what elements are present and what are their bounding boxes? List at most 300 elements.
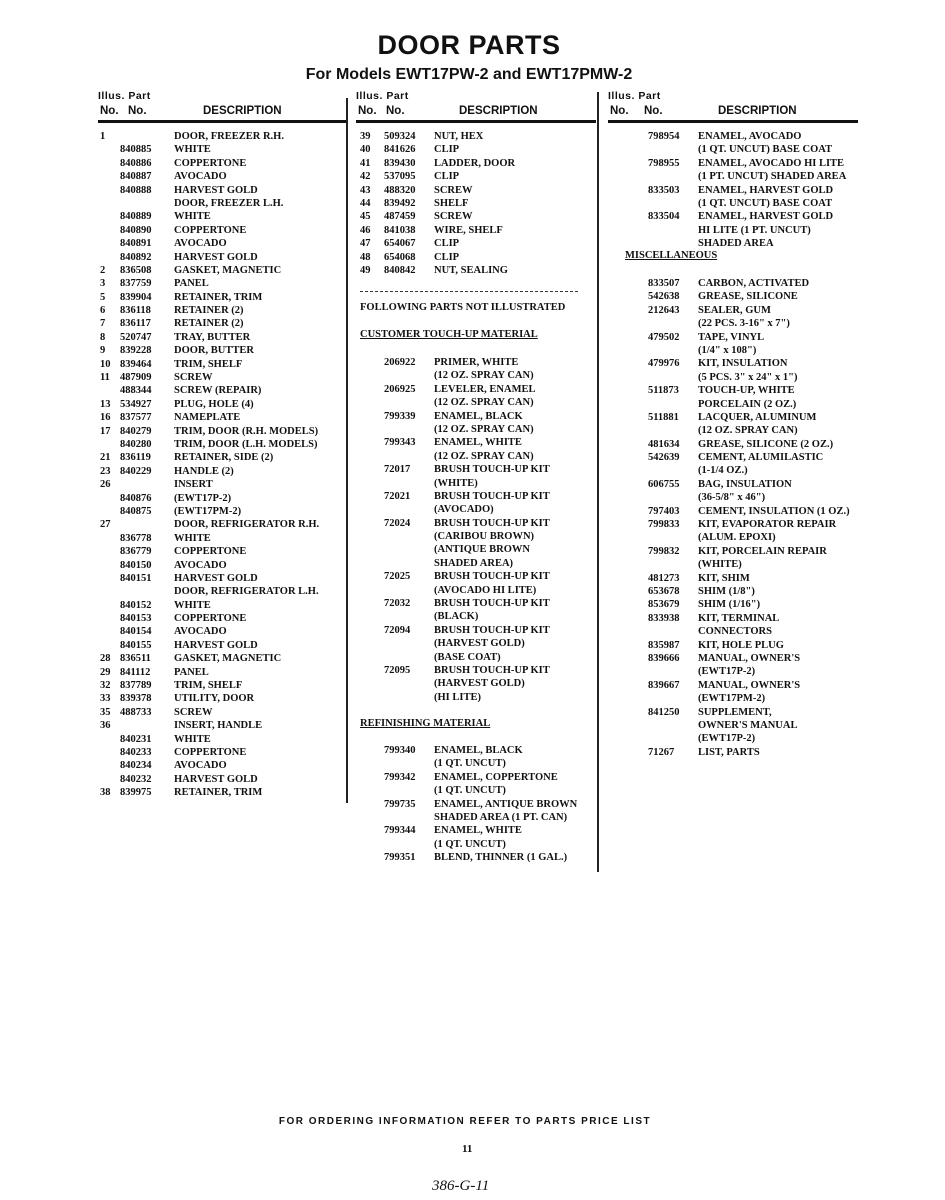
- description: ENAMEL, AVOCADO: [698, 131, 802, 142]
- part-no: 836508: [120, 264, 152, 276]
- part-no: 839975: [120, 787, 152, 799]
- part-no: 836779: [120, 546, 152, 558]
- part-row: [608, 464, 868, 477]
- part-row: [360, 503, 595, 516]
- part-no: 799343: [384, 437, 416, 449]
- part-no: 840876: [120, 492, 152, 504]
- description: TOUCH-UP, WHITE: [698, 385, 795, 397]
- part-row: [100, 639, 345, 652]
- description: RETAINER, TRIM: [174, 787, 263, 799]
- part-row: [608, 585, 868, 598]
- description: TAPE, VINYL: [698, 331, 765, 343]
- illus-no: 17: [100, 425, 111, 437]
- description: ENAMEL, COPPERTONE: [434, 771, 558, 783]
- part-row: [360, 423, 595, 436]
- part-no: 487909: [120, 372, 152, 384]
- part-row: [100, 692, 345, 705]
- illus-no: 36: [100, 720, 111, 732]
- part-no: 837759: [120, 278, 152, 290]
- part-row: [360, 436, 595, 449]
- part-row: [360, 691, 595, 704]
- part-row: [360, 610, 595, 623]
- illus-no: 23: [100, 465, 111, 477]
- description: INSERT: [174, 479, 213, 491]
- description: SHADED AREA): [434, 557, 514, 569]
- part-no: 206922: [384, 357, 416, 368]
- part-row: [100, 224, 345, 237]
- part-row: [100, 612, 345, 625]
- description: PANEL: [174, 278, 209, 290]
- part-row: [608, 224, 868, 237]
- description: (1 PT. UNCUT) SHADED AREA: [698, 171, 847, 183]
- illus-no: 2: [100, 264, 106, 276]
- part-no: 653678: [648, 585, 680, 597]
- description: WHITE: [174, 599, 211, 611]
- description: SHIM (1/8"): [698, 585, 755, 597]
- part-row: [100, 304, 345, 317]
- part-row: [608, 518, 868, 531]
- description: GREASE, SILICONE: [698, 291, 798, 303]
- part-no: 840889: [120, 211, 152, 223]
- part-row: [360, 637, 595, 650]
- description: WIRE, SHELF: [434, 224, 503, 236]
- part-row: [608, 424, 868, 437]
- part-no: 799339: [384, 410, 416, 422]
- part-row: [100, 317, 345, 330]
- description: (12 OZ. SPRAY CAN): [434, 397, 534, 409]
- description: NUT, SEALING: [434, 264, 508, 276]
- part-no: 72017: [384, 464, 411, 476]
- illus-no: 49: [360, 264, 371, 276]
- description: CEMENT, INSULATION (1 OZ.): [698, 505, 850, 517]
- part-no: 839464: [120, 358, 152, 370]
- part-no: 840890: [120, 224, 152, 236]
- description: ENAMEL, ANTIQUE BROWN: [434, 798, 578, 810]
- header-no: No.: [610, 105, 629, 117]
- description: (1/4" x 108"): [698, 344, 757, 356]
- part-row: [608, 130, 868, 143]
- part-no: 840234: [120, 760, 152, 772]
- part-no: 835987: [648, 639, 680, 651]
- description: CEMENT, ALUMILASTIC: [698, 452, 824, 464]
- description: (EWT17PM-2): [174, 505, 242, 517]
- illus-no: 13: [100, 398, 111, 410]
- description: (12 OZ. SPRAY CAN): [698, 425, 798, 437]
- part-no: 840875: [120, 505, 152, 517]
- description: SCREW: [434, 211, 473, 223]
- part-row: [360, 664, 595, 677]
- description: CARBON, ACTIVATED: [698, 278, 810, 289]
- part-row: [360, 624, 595, 637]
- part-row: [360, 170, 595, 183]
- part-row: [360, 584, 595, 597]
- illus-no: 48: [360, 251, 371, 263]
- part-row: [100, 706, 345, 719]
- description: (WHITE): [434, 477, 478, 489]
- description: DOOR, REFRIGERATOR R.H.: [174, 519, 320, 531]
- part-no: 606755: [648, 478, 680, 490]
- part-row: [608, 719, 868, 732]
- part-row: [100, 438, 345, 451]
- part-row: [608, 558, 868, 571]
- description: LADDER, DOOR: [434, 157, 516, 169]
- part-no: 839430: [384, 157, 416, 169]
- part-row: [360, 184, 595, 197]
- description: (EWT17PM-2): [698, 693, 766, 705]
- description: OWNER'S MANUAL: [698, 719, 798, 731]
- part-no: 840886: [120, 157, 152, 169]
- part-no: 840279: [120, 425, 152, 437]
- description: CLIP: [434, 238, 460, 250]
- part-row: [100, 625, 345, 638]
- models-subtitle: For Models EWT17PW-2 and EWT17PMW-2: [305, 66, 633, 83]
- part-no: 488344: [120, 385, 152, 397]
- part-no: 481634: [648, 438, 680, 450]
- part-no: 72025: [384, 571, 411, 583]
- part-row: [608, 384, 868, 397]
- part-no: 72021: [384, 490, 411, 502]
- part-no: 853679: [648, 599, 680, 611]
- part-row: [100, 170, 345, 183]
- part-no: 840154: [120, 626, 152, 638]
- part-no: 840887: [120, 171, 152, 183]
- illus-no: 1: [100, 131, 106, 142]
- parts-list-col3: [608, 130, 868, 251]
- illus-no: 43: [360, 184, 371, 196]
- part-no: 72095: [384, 664, 411, 676]
- illus-no: 32: [100, 680, 111, 692]
- part-row: [608, 184, 868, 197]
- illus-no: 6: [100, 305, 106, 317]
- part-row: [360, 851, 595, 864]
- description: (AVOCADO): [434, 504, 494, 516]
- description: (WHITE): [698, 559, 742, 571]
- misc-list: [608, 277, 868, 759]
- part-row: [360, 210, 595, 223]
- part-no: 840892: [120, 251, 152, 263]
- part-no: 836117: [120, 318, 151, 330]
- part-row: [100, 331, 345, 344]
- part-row: [608, 143, 868, 156]
- illus-no: 5: [100, 291, 106, 303]
- description: COPPERTONE: [174, 613, 247, 625]
- description: COPPERTONE: [174, 157, 247, 169]
- description: BRUSH TOUCH-UP KIT: [434, 664, 550, 676]
- header-illus-part: Illus. Part: [98, 90, 151, 102]
- illus-no: 42: [360, 171, 371, 183]
- part-no: 840233: [120, 746, 152, 758]
- description: BRUSH TOUCH-UP KIT: [434, 624, 550, 636]
- description: SHADED AREA (1 PT. CAN): [434, 811, 568, 823]
- illus-no: 21: [100, 452, 111, 464]
- header-rule: [98, 120, 346, 123]
- part-no: 840152: [120, 599, 152, 611]
- header-description: DESCRIPTION: [718, 105, 797, 117]
- part-row: [608, 170, 868, 183]
- description: LIST, PARTS: [698, 746, 760, 758]
- part-no: 840151: [120, 572, 152, 584]
- description: ENAMEL, WHITE: [434, 437, 522, 449]
- part-row: [100, 786, 345, 799]
- part-no: 799340: [384, 745, 416, 756]
- description: AVOCADO: [174, 760, 227, 772]
- description: GASKET, MAGNETIC: [174, 653, 282, 665]
- description: SCREW: [174, 372, 213, 384]
- part-no: 833938: [648, 612, 680, 624]
- part-row: [100, 197, 345, 210]
- part-row: [100, 210, 345, 223]
- description: HANDLE (2): [174, 465, 234, 477]
- illus-no: 11: [100, 372, 110, 384]
- part-row: [608, 398, 868, 411]
- part-no: 488733: [120, 706, 152, 718]
- description: KIT, INSULATION: [698, 358, 788, 370]
- part-row: [608, 612, 868, 625]
- description: (HARVEST GOLD): [434, 638, 525, 650]
- description: (1-1/4 OZ.): [698, 465, 748, 477]
- part-row: [100, 143, 345, 156]
- part-row: [360, 824, 595, 837]
- description: MANUAL, OWNER'S: [698, 652, 801, 664]
- description: (EWT17P-2): [698, 666, 756, 678]
- description: LACQUER, ALUMINUM: [698, 411, 817, 423]
- part-row: [100, 264, 345, 277]
- description: WHITE: [174, 733, 211, 745]
- description: BRUSH TOUCH-UP KIT: [434, 571, 550, 583]
- handwritten-note: 386-G-11: [432, 1178, 490, 1194]
- part-row: [100, 465, 345, 478]
- description: MANUAL, OWNER'S: [698, 679, 801, 691]
- description: AVOCADO: [174, 238, 227, 250]
- description: ENAMEL, BLACK: [434, 745, 523, 756]
- part-row: [100, 505, 345, 518]
- part-row: [100, 532, 345, 545]
- illus-no: 7: [100, 318, 106, 330]
- part-no: 833504: [648, 211, 680, 223]
- part-no: 798955: [648, 157, 680, 169]
- part-no: 833503: [648, 184, 680, 196]
- description: (CARIBOU BROWN): [434, 531, 535, 543]
- part-row: [100, 384, 345, 397]
- part-row: [360, 264, 595, 277]
- part-no: 479976: [648, 358, 680, 370]
- part-row: [360, 130, 595, 143]
- description: TRIM, DOOR (L.H. MODELS): [174, 438, 318, 450]
- part-row: [608, 344, 868, 357]
- part-row: [608, 572, 868, 585]
- description: SCREW: [174, 706, 213, 718]
- description: KIT, HOLE PLUG: [698, 639, 784, 651]
- ordering-note: FOR ORDERING INFORMATION REFER TO PARTS PRICE LIST: [278, 1116, 652, 1127]
- part-row: [100, 666, 345, 679]
- part-row: [360, 410, 595, 423]
- description: CLIP: [434, 144, 460, 156]
- part-row: [100, 545, 345, 558]
- part-row: [100, 759, 345, 772]
- part-row: [100, 184, 345, 197]
- description: ENAMEL, HARVEST GOLD: [698, 211, 834, 223]
- part-row: [360, 543, 595, 556]
- part-row: [360, 450, 595, 463]
- not-illustrated-heading: FOLLOWING PARTS NOT ILLUSTRATED: [360, 302, 566, 313]
- part-row: [100, 411, 345, 424]
- illus-no: 41: [360, 157, 371, 169]
- part-row: [360, 597, 595, 610]
- part-no: 841038: [384, 224, 416, 236]
- description: (36-5/8" x 46"): [698, 492, 766, 504]
- illus-no: 45: [360, 211, 371, 223]
- part-row: [100, 425, 345, 438]
- part-no: 798954: [648, 131, 680, 142]
- description: AVOCADO: [174, 559, 227, 571]
- part-no: 837577: [120, 412, 152, 424]
- part-row: [360, 143, 595, 156]
- part-row: [608, 290, 868, 303]
- header-description: DESCRIPTION: [459, 105, 538, 117]
- description: (5 PCS. 3" x 24" x 1"): [698, 371, 798, 383]
- description: CLIP: [434, 251, 460, 263]
- part-no: 72032: [384, 598, 411, 610]
- description: (1 QT. UNCUT): [434, 838, 506, 850]
- description: (1 QT. UNCUT) BASE COAT: [698, 197, 833, 209]
- part-no: 841112: [120, 666, 151, 678]
- description: WHITE: [174, 211, 211, 223]
- description: SHADED AREA: [698, 238, 774, 250]
- description: (HARVEST GOLD): [434, 678, 525, 690]
- part-row: [100, 773, 345, 786]
- part-no: 839378: [120, 693, 152, 705]
- description: SHELF: [434, 197, 469, 209]
- part-row: [608, 746, 868, 759]
- description: (ALUM. EPOXI): [698, 532, 776, 544]
- description: COPPERTONE: [174, 224, 247, 236]
- description: AVOCADO: [174, 626, 227, 638]
- part-no: 799735: [384, 798, 416, 810]
- description: HARVEST GOLD: [174, 251, 258, 263]
- header-no: No.: [358, 105, 377, 117]
- description: (BLACK): [434, 611, 479, 623]
- touchup-heading: CUSTOMER TOUCH-UP MATERIAL: [360, 329, 538, 340]
- part-row: [608, 411, 868, 424]
- description: COPPERTONE: [174, 546, 247, 558]
- part-no: 542638: [648, 291, 680, 303]
- part-row: [360, 369, 595, 382]
- description: WHITE: [174, 532, 211, 544]
- illus-no: 46: [360, 224, 371, 236]
- part-row: [360, 157, 595, 170]
- part-row: [608, 157, 868, 170]
- part-row: [100, 451, 345, 464]
- description: INSERT, HANDLE: [174, 720, 263, 732]
- description: (12 OZ. SPRAY CAN): [434, 450, 534, 462]
- description: KIT, SHIM: [698, 572, 750, 584]
- part-no: 839228: [120, 345, 152, 357]
- refinishing-heading: REFINISHING MATERIAL: [360, 718, 491, 729]
- part-row: [608, 304, 868, 317]
- description: UTILITY, DOOR: [174, 693, 255, 705]
- part-row: [360, 744, 595, 757]
- header-no: No.: [100, 105, 119, 117]
- part-row: [100, 291, 345, 304]
- part-no: 206925: [384, 383, 416, 395]
- part-no: 72094: [384, 624, 411, 636]
- part-no: 836119: [120, 452, 151, 464]
- header-rule: [608, 120, 858, 123]
- part-row: [608, 505, 868, 518]
- page-title: DOOR PARTS: [377, 30, 561, 60]
- part-row: [608, 692, 868, 705]
- description: (1 QT. UNCUT): [434, 785, 506, 797]
- part-no: 840231: [120, 733, 152, 745]
- header-part-no: No.: [644, 105, 663, 117]
- part-row: [360, 383, 595, 396]
- illus-no: 33: [100, 693, 111, 705]
- part-row: [360, 396, 595, 409]
- part-row: [360, 838, 595, 851]
- description: BRUSH TOUCH-UP KIT: [434, 464, 550, 476]
- description: BRUSH TOUCH-UP KIT: [434, 490, 550, 502]
- page-number: 11: [462, 1143, 473, 1155]
- illus-no: 29: [100, 666, 111, 678]
- illus-no: 27: [100, 519, 111, 531]
- description: RETAINER, TRIM: [174, 291, 263, 303]
- description: TRIM, SHELF: [174, 680, 243, 692]
- description: GASKET, MAGNETIC: [174, 264, 282, 276]
- description: RETAINER (2): [174, 318, 244, 330]
- part-row: [100, 518, 345, 531]
- part-row: [608, 438, 868, 451]
- part-no: 654068: [384, 251, 416, 263]
- header-illus-part: Illus. Part: [356, 90, 409, 102]
- illus-no: 47: [360, 238, 371, 250]
- part-no: 799344: [384, 825, 416, 837]
- part-no: 839492: [384, 197, 416, 209]
- part-row: [100, 585, 345, 598]
- part-no: 839904: [120, 291, 152, 303]
- description: (EWT17P-2): [174, 492, 232, 504]
- part-row: [100, 733, 345, 746]
- illus-no: 39: [360, 131, 371, 142]
- description: SCREW (REPAIR): [174, 385, 262, 397]
- description: DOOR, REFRIGERATOR L.H.: [174, 586, 319, 598]
- part-row: [360, 784, 595, 797]
- part-no: 799833: [648, 519, 680, 531]
- description: LEVELER, ENAMEL: [434, 383, 536, 395]
- part-row: [100, 157, 345, 170]
- part-no: 840888: [120, 184, 152, 196]
- part-row: [608, 277, 868, 290]
- part-no: 841626: [384, 144, 416, 156]
- illus-no: 44: [360, 197, 371, 209]
- description: ENAMEL, BLACK: [434, 410, 523, 422]
- part-row: [360, 771, 595, 784]
- description: BRUSH TOUCH-UP KIT: [434, 598, 550, 610]
- part-no: 840229: [120, 465, 152, 477]
- part-row: [360, 517, 595, 530]
- illus-no: 16: [100, 412, 111, 424]
- description: DOOR, FREEZER L.H.: [174, 197, 284, 209]
- description: (AVOCADO HI LITE): [434, 584, 537, 596]
- header-rule: [356, 120, 596, 123]
- part-no: 479502: [648, 331, 680, 343]
- illus-no: 38: [100, 787, 111, 799]
- part-no: 654067: [384, 238, 416, 250]
- illus-no: 28: [100, 653, 111, 665]
- header-illus-part: Illus. Part: [608, 90, 661, 102]
- description: RETAINER (2): [174, 305, 244, 317]
- description: ENAMEL, HARVEST GOLD: [698, 184, 834, 196]
- description: (BASE COAT): [434, 651, 501, 663]
